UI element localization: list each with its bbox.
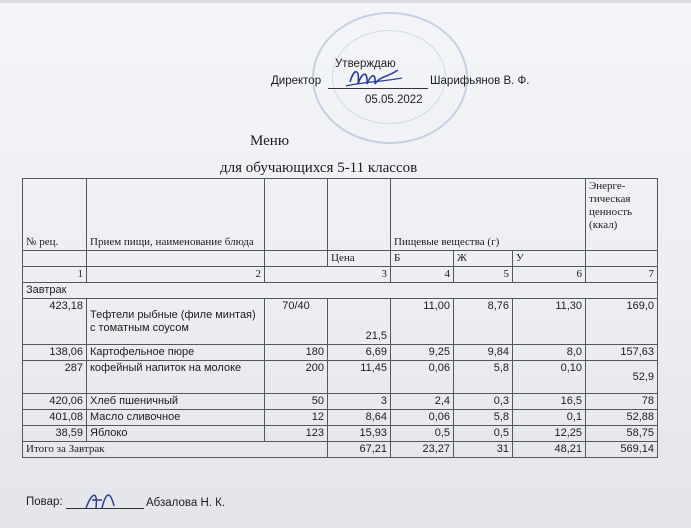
table-subheader-row (23, 251, 658, 267)
cell-u: 0,1 (513, 410, 586, 426)
cell-dish-name: кофейный напиток на молоке (87, 361, 265, 394)
header-energy: Энерге-тическая ценность (ккал) (586, 179, 658, 251)
cell-portion: 50 (265, 394, 328, 410)
column-number: 5 (454, 267, 513, 283)
cell-zh: 5,8 (454, 361, 513, 394)
cell-zh: 9,84 (454, 345, 513, 361)
column-number: 6 (513, 267, 586, 283)
section-label: Завтрак (23, 283, 658, 299)
document-subtitle: для обучающихся 5-11 классов (220, 160, 418, 176)
cell-zh: 5,8 (454, 410, 513, 426)
cell-rec: 420,06 (23, 394, 87, 410)
cell-price: 6,69 (328, 345, 391, 361)
cell-price: 8,64 (328, 410, 391, 426)
table-row (23, 299, 658, 345)
approval-title: Утверждаю (335, 58, 396, 70)
cook-label: Повар: (26, 496, 63, 508)
total-price: 67,21 (328, 442, 391, 458)
cell-b: 2,4 (391, 394, 454, 410)
cell-u: 11,30 (513, 299, 586, 345)
column-number: 2 (87, 267, 265, 283)
table-row (23, 361, 658, 394)
cell-rec: 38,59 (23, 426, 87, 442)
total-row (23, 442, 658, 458)
cell-u: 16,5 (513, 394, 586, 410)
cell-energy: 58,75 (586, 426, 658, 442)
cell-zh: 0,5 (454, 426, 513, 442)
cell-b: 0,5 (391, 426, 454, 442)
cook-name: Абзалова Н. К. (146, 497, 226, 509)
cell-price: 3 (328, 394, 391, 410)
cell-portion: 200 (265, 361, 328, 394)
total-energy: 569,14 (586, 442, 658, 458)
column-number: 7 (586, 267, 658, 283)
cell-dish-name: Картофельное пюре (87, 345, 265, 361)
total-label: Итого за Завтрак (23, 442, 328, 458)
cell-portion: 70/40 (265, 299, 328, 345)
cell-dish-name: Хлеб пшеничный (87, 394, 265, 410)
cell-u: 0,10 (513, 361, 586, 394)
total-b: 23,27 (391, 442, 454, 458)
column-number: 1 (23, 267, 87, 283)
director-signature (340, 60, 410, 94)
cell-rec: 423,18 (23, 299, 87, 345)
cell-u: 12,25 (513, 426, 586, 442)
total-u: 48,21 (513, 442, 586, 458)
cell-dish-name: Яблоко (87, 426, 265, 442)
section-row (23, 283, 658, 299)
table-row (23, 394, 658, 410)
column-number: 3 (265, 267, 391, 283)
cell-energy: 169,0 (586, 299, 658, 345)
cell-rec: 287 (23, 361, 87, 394)
table-row (23, 410, 658, 426)
cell-portion: 123 (265, 426, 328, 442)
cell-energy: 52,9 (586, 361, 658, 394)
cell-u: 8,0 (513, 345, 586, 361)
cook-signature (80, 486, 124, 514)
cell-b: 0,06 (391, 361, 454, 394)
approval-date: 05.05.2022 (365, 94, 423, 106)
cell-b: 9,25 (391, 345, 454, 361)
header-rec-number: № рец. (23, 179, 87, 251)
approval-name: Шарифьянов В. Ф. (430, 75, 530, 87)
cell-portion: 12 (265, 410, 328, 426)
header-meal: Прием пищи, наименование блюда (87, 179, 265, 251)
cell-portion: 180 (265, 345, 328, 361)
cell-energy: 52,88 (586, 410, 658, 426)
approval-role: Директор (271, 75, 322, 87)
header-empty (265, 179, 328, 251)
header-u: У (513, 251, 586, 267)
document-title: Меню (250, 133, 290, 149)
total-zh: 31 (454, 442, 513, 458)
header-zh: Ж (454, 251, 513, 267)
cell-zh: 0,3 (454, 394, 513, 410)
cell-b: 0,06 (391, 410, 454, 426)
cell-price: 15,93 (328, 426, 391, 442)
cell-zh: 8,76 (454, 299, 513, 345)
table-header-row (23, 179, 658, 251)
header-b: Б (391, 251, 454, 267)
cell-energy: 157,63 (586, 345, 658, 361)
cell-dish-name: Тефтели рыбные (филе минтая) с томатным соусом (87, 299, 265, 345)
cell-dish-name: Масло сливочное (87, 410, 265, 426)
cell-price: 11,45 (328, 361, 391, 394)
column-number: 4 (391, 267, 454, 283)
column-number-row (23, 267, 658, 283)
page-top-edge (0, 0, 691, 3)
cell-price: 21,5 (328, 299, 391, 345)
table-row (23, 426, 658, 442)
header-nutrients: Пищевые вещества (г) (391, 179, 586, 251)
cell-b: 11,00 (391, 299, 454, 345)
cell-rec: 138,06 (23, 345, 87, 361)
table-row (23, 345, 658, 361)
menu-table (22, 178, 658, 458)
header-price: Цена (328, 251, 391, 267)
cell-energy: 78 (586, 394, 658, 410)
cell-rec: 401,08 (23, 410, 87, 426)
